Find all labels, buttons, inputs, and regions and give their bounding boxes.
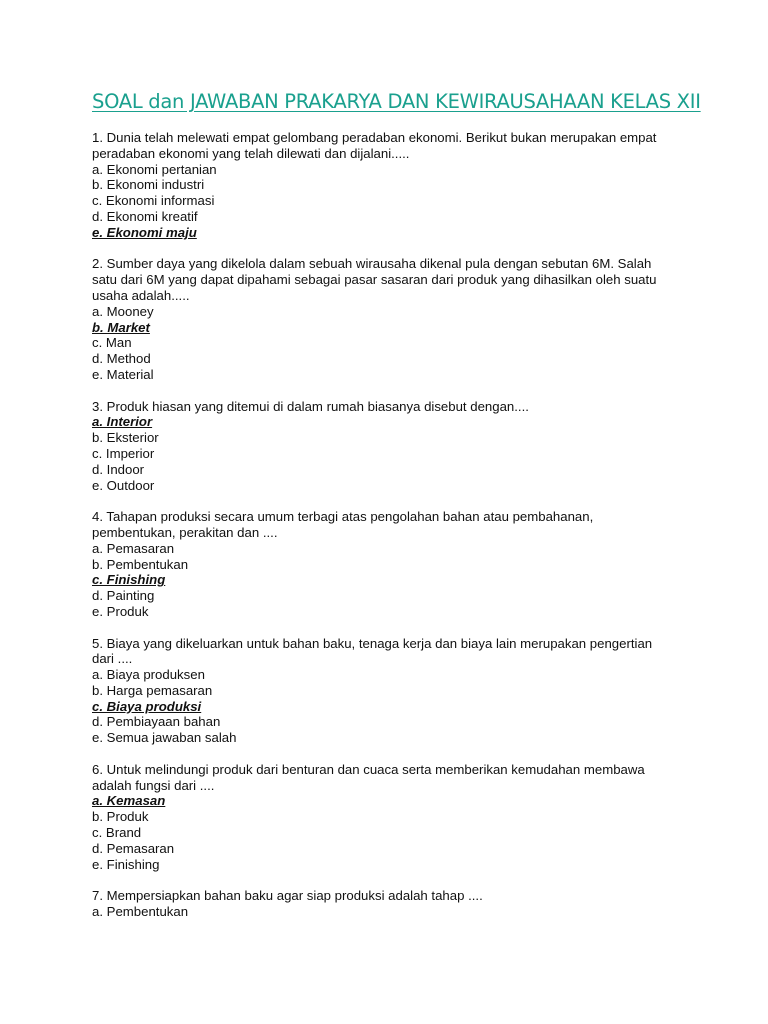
answer-option: c. Imperior (92, 445, 155, 461)
answer-option: d. Pembiayaan bahan (92, 714, 221, 730)
answer-option: e. Produk (92, 603, 149, 619)
question-text-line: 2. Sumber daya yang dikelola dalam sebuah wirausaha dikenal pula dengan sebutan 6M. Salah (92, 256, 652, 272)
answer-option: e. Material (92, 366, 154, 382)
question-text-line: 4. Tahapan produksi secara umum terbagi atas pengolahan bahan atau pembahanan, (92, 509, 594, 525)
correct-answer-option: c. Biaya produksi (92, 698, 202, 714)
question-text-line: 6. Untuk melindungi produk dari benturan dan cuaca serta memberikan kemudahan membawa (92, 761, 645, 777)
question-7 (92, 888, 692, 920)
answer-option: a. Ekonomi pertanian (92, 161, 217, 177)
question-text-line: satu dari 6M yang dapat dipahami sebagai pasar sasaran dari produk yang dihasilkan oleh suatu (92, 272, 657, 288)
answer-option: a. Biaya produksen (92, 667, 205, 683)
question-text-line: peradaban ekonomi yang telah dilewati dan dijalani..... (92, 145, 410, 161)
answer-option: b. Eksterior (92, 430, 159, 446)
answer-option: a. Mooney (92, 303, 154, 319)
question-text-line: 7. Mempersiapkan bahan baku agar siap produksi adalah tahap .... (92, 888, 483, 904)
correct-answer-option: a. Interior (92, 414, 153, 430)
answer-option: a. Pemasaran (92, 540, 175, 556)
question-2 (92, 256, 692, 382)
answer-option: e. Semua jawaban salah (92, 730, 237, 746)
question-3 (92, 399, 692, 494)
answer-option: c. Man (92, 335, 132, 351)
answer-option: d. Pemasaran (92, 840, 175, 856)
answer-option: d. Painting (92, 588, 155, 604)
answer-option: e. Finishing (92, 856, 160, 872)
answer-option: b. Ekonomi industri (92, 177, 205, 193)
question-text-line: pembentukan, perakitan dan .... (92, 524, 278, 540)
document-title: SOAL dan JAWABAN PRAKARYA DAN KEWIRAUSAHAAN KELAS XII (92, 90, 701, 113)
correct-answer-option: e. Ekonomi maju (92, 224, 197, 240)
question-text-line: 5. Biaya yang dikeluarkan untuk bahan baku, tenaga kerja dan biaya lain merupakan pengertian (92, 635, 653, 651)
question-6 (92, 762, 692, 873)
question-1 (92, 130, 692, 241)
question-list (92, 130, 692, 920)
question-5 (92, 636, 692, 747)
answer-option: c. Ekonomi informasi (92, 193, 215, 209)
answer-option: d. Method (92, 351, 151, 367)
document-page (92, 90, 701, 936)
answer-option: b. Harga pemasaran (92, 682, 213, 698)
question-text-line: 1. Dunia telah melewati empat gelombang peradaban ekonomi. Berikut bukan merupakan empat (92, 130, 657, 145)
question-text-line: dari .... (92, 651, 133, 667)
answer-option: c. Brand (92, 825, 142, 841)
answer-option: b. Pembentukan (92, 556, 189, 572)
answer-option: a. Pembentukan (92, 904, 189, 920)
correct-answer-option: a. Kemasan (92, 793, 166, 809)
question-text-line: 3. Produk hiasan yang ditemui di dalam rumah biasanya disebut dengan.... (92, 398, 529, 414)
answer-option: b. Produk (92, 809, 149, 825)
answer-option: d. Ekonomi kreatif (92, 208, 198, 224)
question-text-line: adalah fungsi dari .... (92, 777, 215, 793)
correct-answer-option: b. Market (92, 319, 150, 335)
correct-answer-option: c. Finishing (92, 572, 166, 588)
question-4 (92, 509, 692, 620)
answer-option: e. Outdoor (92, 477, 155, 493)
answer-option: d. Indoor (92, 461, 145, 477)
question-text-line: usaha adalah..... (92, 287, 190, 303)
